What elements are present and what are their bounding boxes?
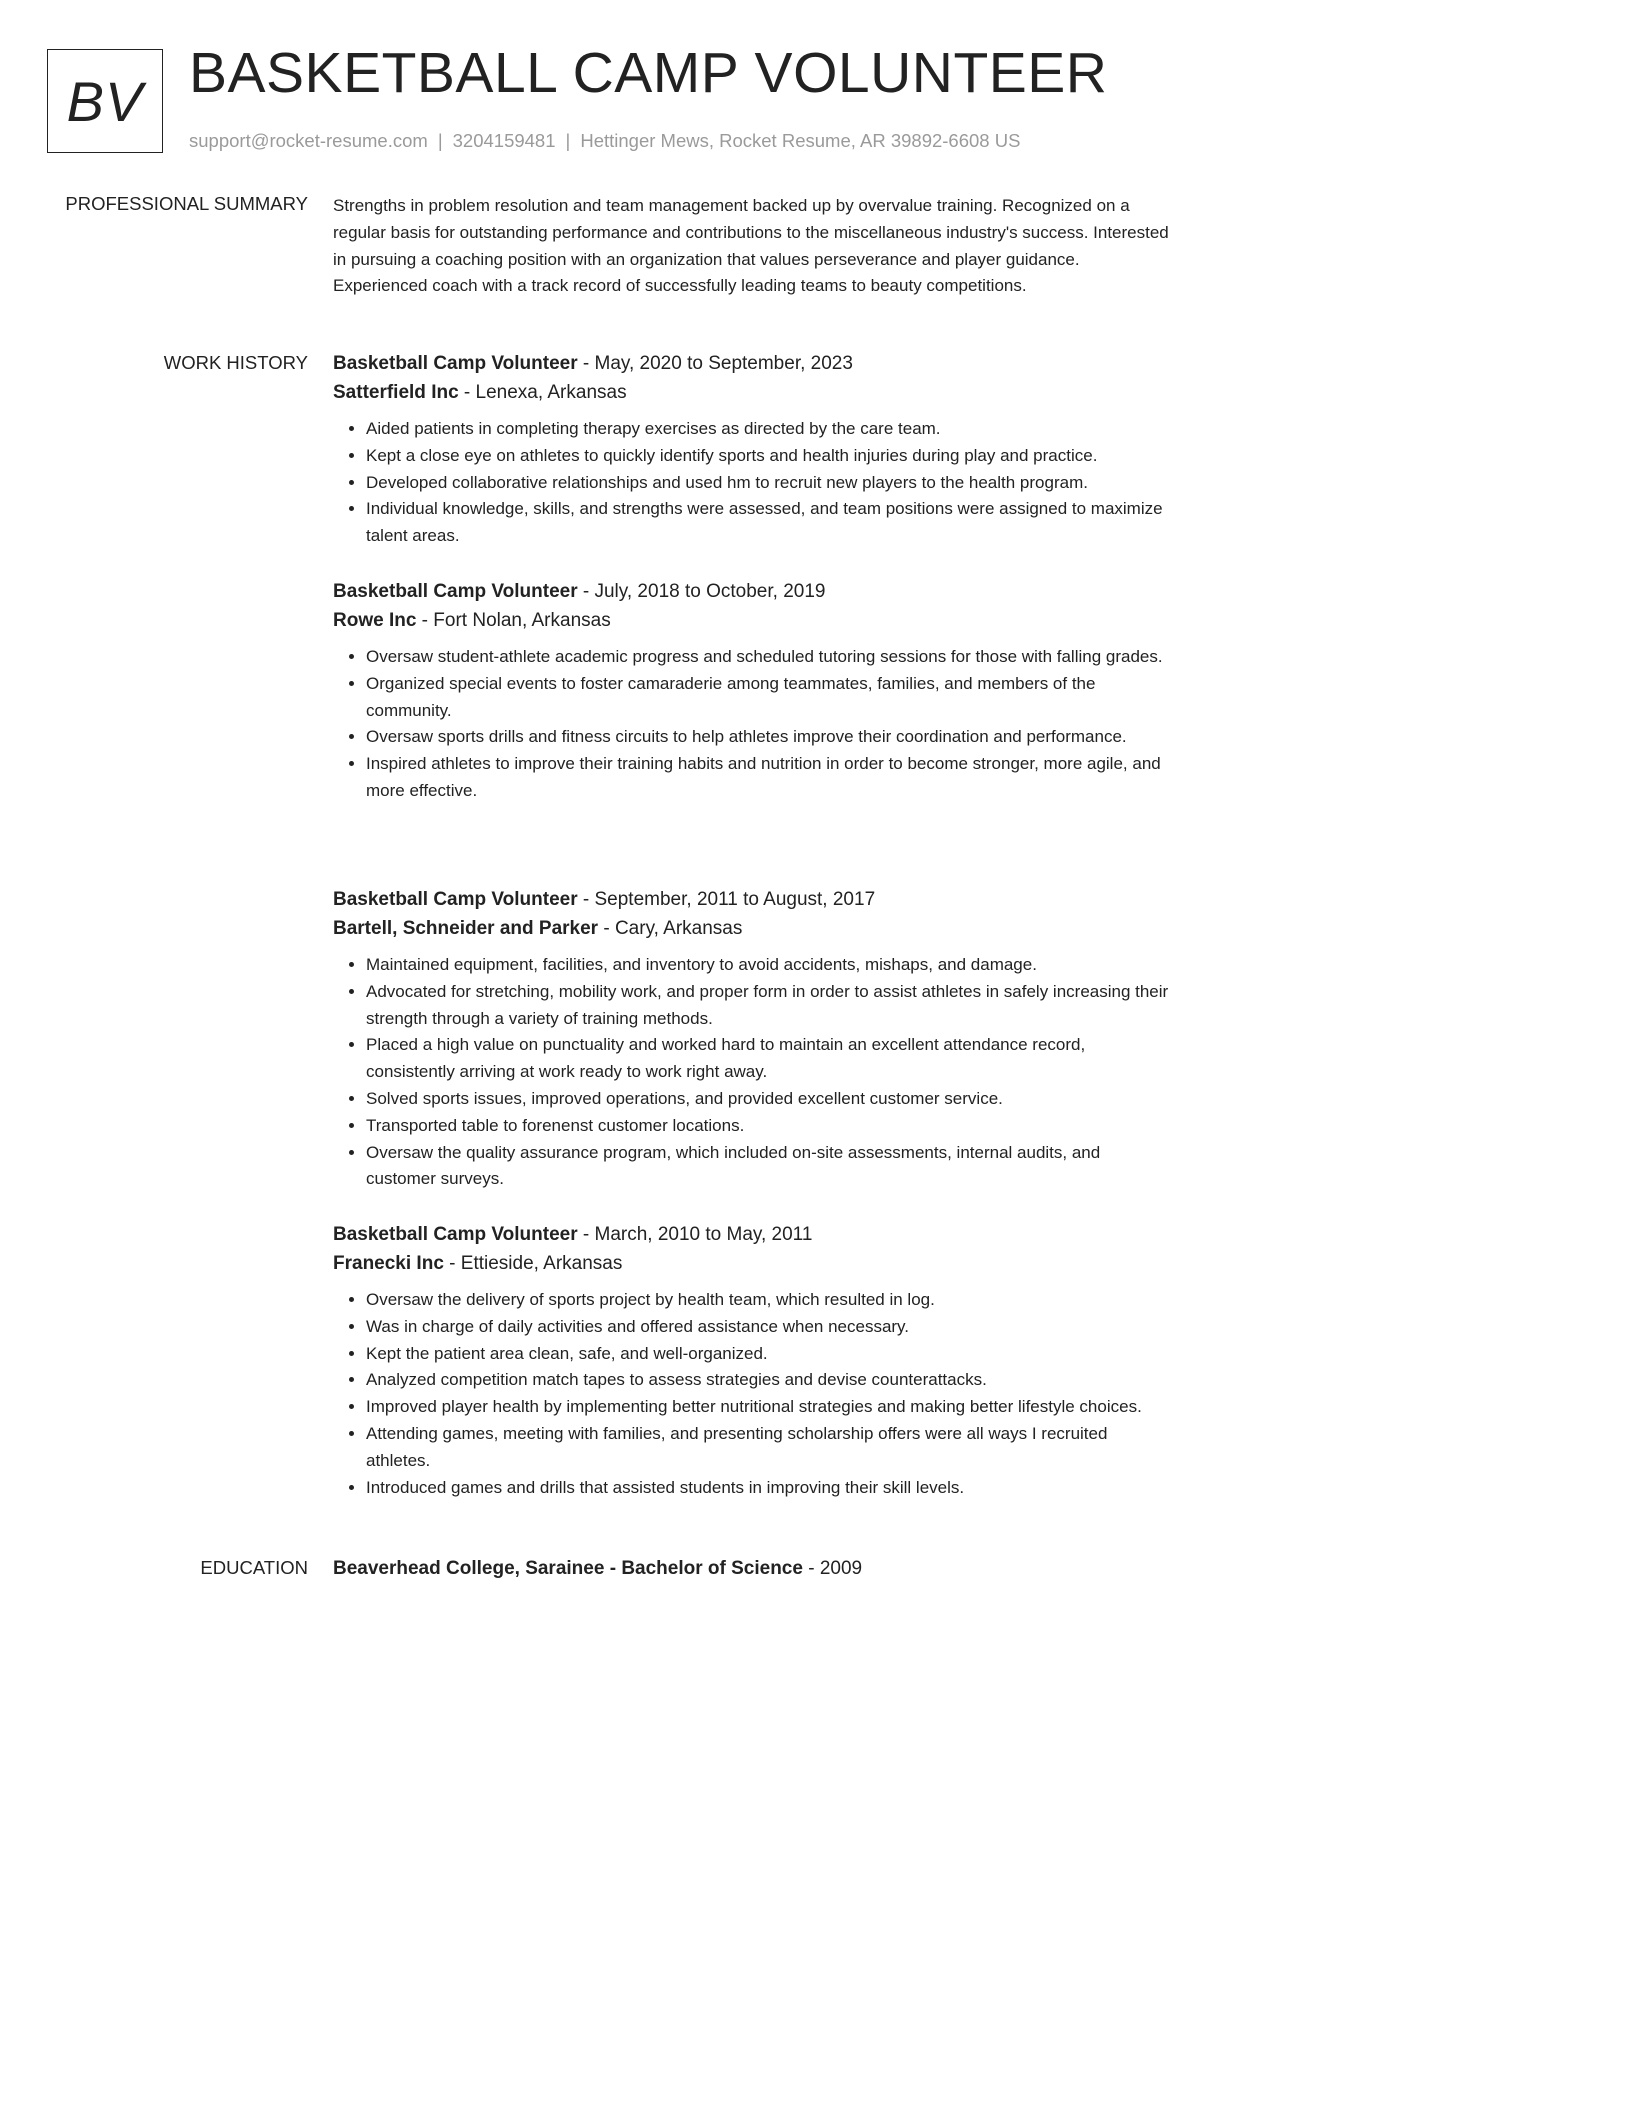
list-item: • Developed collaborative relationships and used hm to recruit new players to the health program. [366,470,1173,497]
job-dates: - July, 2018 to October, 2019 [577,581,826,602]
list-item: • Advocated for stretching, mobility work, and proper form in order to assist athletes in safely increasing their strength through a variety of training methods. [366,979,1173,1033]
list-item: • Oversaw sports drills and fitness circuits to help athletes improve their coordination and performance. [366,724,1173,751]
job-entry [333,885,1173,1193]
job-company: Franecki Inc [333,1253,444,1274]
job-dates: - September, 2011 to August, 2017 [577,889,876,910]
job-company-line [333,378,1173,407]
education-entry [333,1554,1173,1583]
job-entry [333,349,1173,550]
job-dates: - May, 2020 to September, 2023 [577,353,853,374]
list-item: • Aided patients in completing therapy exercises as directed by the care team. [366,416,1173,443]
job-title-line [333,885,1173,914]
list-item: • Oversaw student-athlete academic progress and scheduled tutoring sessions for those with falling grades. [366,644,1173,671]
job-title-line [333,349,1173,378]
list-item: • Kept a close eye on athletes to quickly identify sports and health injuries during play and practice. [366,443,1173,470]
section-label-work-history: WORK HISTORY [163,352,308,373]
section-label-summary: PROFESSIONAL SUMMARY [65,193,308,214]
job-location: - Cary, Arkansas [598,918,743,939]
list-item: • Kept the patient area clean, safe, and well-organized. [366,1341,1173,1368]
list-item: • Inspired athletes to improve their training habits and nutrition in order to become stronger, more agile, and more effective. [366,751,1173,805]
job-title: Basketball Camp Volunteer [333,1224,578,1245]
education-degree: Bachelor of Science [621,1558,803,1579]
job-bullets [333,952,1173,1193]
contact-line [189,130,1020,152]
education-school: Beaverhead College, Sarainee [333,1558,605,1579]
list-item: • Attending games, meeting with families, and presenting scholarship offers were all ways I recruited athletes. [366,1421,1173,1475]
list-item: • Oversaw the delivery of sports project by health team, which resulted in log. [366,1287,1173,1314]
contact-separator: | [437,130,443,151]
list-item: • Placed a high value on punctuality and worked hard to maintain an excellent attendance record, consistently arriving at work ready to work right away. [366,1032,1173,1086]
job-entry [333,1220,1173,1501]
page-title: BASKETBALL CAMP VOLUNTEER [189,41,1108,105]
job-title: Basketball Camp Volunteer [333,353,578,374]
job-bullets [333,1287,1173,1501]
list-item: • Oversaw the quality assurance program, which included on-site assessments, internal audits, and customer surveys. [366,1140,1173,1194]
job-title-line [333,1220,1173,1249]
job-location: - Lenexa, Arkansas [458,382,627,403]
job-title: Basketball Camp Volunteer [333,581,578,602]
education-year: 2009 [819,1558,863,1579]
job-company-line [333,914,1173,943]
list-item: • Organized special events to foster camaraderie among teammates, families, and members of the community. [366,671,1173,725]
job-dates: - March, 2010 to May, 2011 [577,1224,813,1245]
list-item: • Was in charge of daily activities and offered assistance when necessary. [366,1314,1173,1341]
contact-separator: | [565,130,571,151]
job-title: Basketball Camp Volunteer [333,889,578,910]
list-item: • Analyzed competition match tapes to assess strategies and devise counterattacks. [366,1367,1173,1394]
list-item: • Introduced games and drills that assisted students in improving their skill levels. [366,1475,1173,1502]
education-separator: - [802,1558,820,1579]
section-label-education: EDUCATION [200,1557,308,1578]
job-entry [333,577,1173,805]
monogram-logo: BV [47,49,163,153]
list-item: • Improved player health by implementing better nutritional strategies and making better lifestyle choices. [366,1394,1173,1421]
list-item: • Transported table to forenenst customer locations. [366,1113,1173,1140]
job-company: Rowe Inc [333,610,417,631]
job-location: - Ettieside, Arkansas [443,1253,623,1274]
education-separator: - [604,1558,622,1579]
summary-text: Strengths in problem resolution and team management backed up by overvalue training. Recognized on a regular basis for outstanding performance and contributions to the miscellaneous industry's success. Interested in pursuing a coaching position with an organization that values perseverance and player guidance. Experienced coach with a track record of successfully leading teams to beauty competitions. [333,196,1169,296]
phone-text: 3204159481 [452,130,556,151]
job-company: Bartell, Schneider and Parker [333,918,599,939]
address-text: Hettinger Mews, Rocket Resume, AR 39892-6608 US [580,130,1021,151]
job-bullets [333,416,1173,550]
job-company: Satterfield Inc [333,382,459,403]
list-item: • Maintained equipment, facilities, and inventory to avoid accidents, mishaps, and damage. [366,952,1173,979]
list-item: • Individual knowledge, skills, and strengths were assessed, and team positions were assigned to maximize talent areas. [366,496,1173,550]
job-title-line [333,577,1173,606]
list-item: • Solved sports issues, improved operations, and provided excellent customer service. [366,1086,1173,1113]
job-location: - Fort Nolan, Arkansas [416,610,611,631]
job-company-line [333,1249,1173,1278]
job-company-line [333,606,1173,635]
email-text: support@rocket-resume.com [189,130,428,151]
job-bullets [333,644,1173,805]
